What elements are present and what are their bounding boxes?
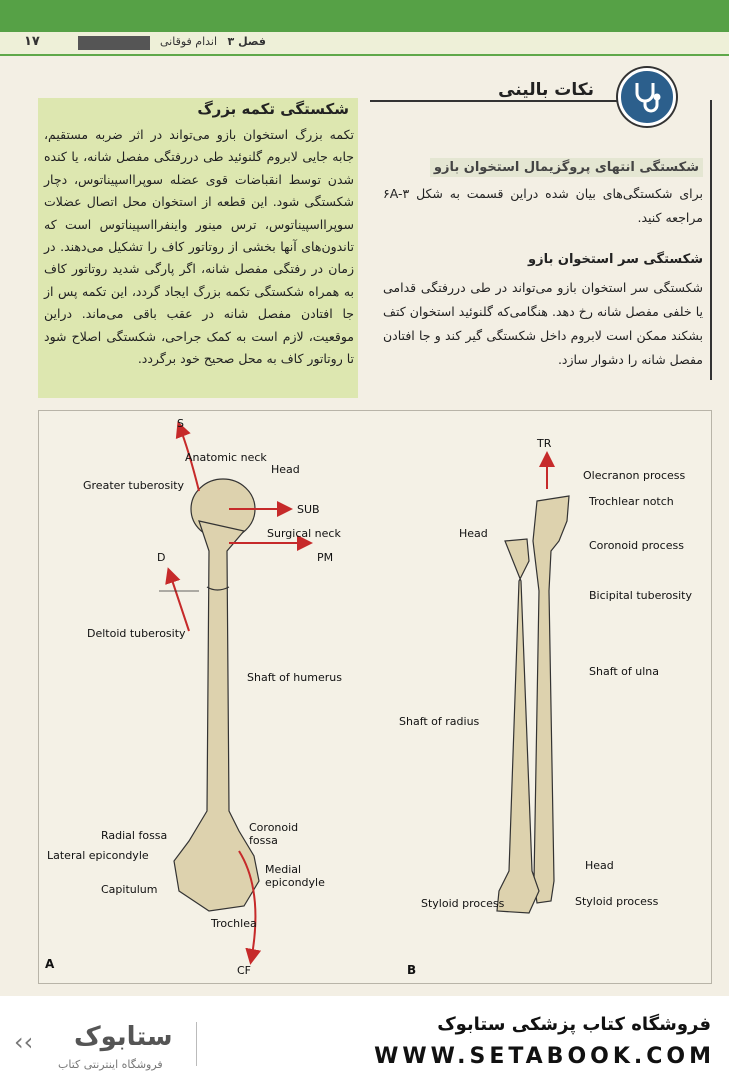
label-greater-tuberosity: Greater tuberosity bbox=[83, 479, 185, 492]
label-styloid-right: Styloid process bbox=[575, 895, 659, 908]
shop-logo-subtitle: فروشگاه اینترنتی کتاب bbox=[58, 1058, 163, 1071]
label-shaft-ulna: Shaft of ulna bbox=[589, 665, 660, 678]
label-head-b: Head bbox=[459, 527, 488, 540]
label-radial-fossa: Radial fossa bbox=[101, 829, 168, 842]
logo-divider bbox=[196, 1022, 197, 1066]
green-box-text: تکمه بزرگ استخوان بازو می‌تواند در اثر ضربه مستقیم، جابه جایی لابروم گلنوئید طی دررفتگی مفصل شانه، یا کنده شدن توسط انقباضات قوی عضله سوپرااسپیناتوس، دچار شکستگی شود. این قطعه از استخوان محل اتصال عضلات سوپرااسپیناتوس، ترس مینور واینفرااسپیناتوس است که تاندون‌های آنها بخشی از روتاتور کاف را تشکیل می‌دهند. در زمان در رفتگی مفصل شانه، اگر پارگی شدید روتاتور کاف به همراه شکستگی تکمه بزرگ ایجاد گردد، این تکمه پس از جا افتادن مفصل شانه در عقب باقی می‌ماند. دراین موقعیت، لازم است به کمک جراحی، شکستگی اصلاح شود تا روتاتور کاف به محل صحیح خود برگردد. bbox=[44, 127, 354, 367]
label-s: S bbox=[177, 417, 184, 430]
chapter-heading bbox=[160, 35, 266, 48]
label-cf: CF bbox=[237, 964, 252, 977]
label-coronoid-fossa: Coronoid fossa bbox=[249, 821, 299, 847]
page-number: ۱۷ bbox=[24, 34, 40, 49]
shop-logo-text: ستابوک bbox=[74, 1022, 173, 1052]
ulna-bone bbox=[533, 496, 569, 903]
label-olecranon: Olecranon process bbox=[583, 469, 686, 482]
arrow-d bbox=[169, 571, 189, 631]
header-thumbnail-image bbox=[78, 36, 150, 50]
label-shaft-radius: Shaft of radius bbox=[399, 715, 480, 728]
label-trochlea: Trochlea bbox=[211, 917, 257, 930]
chevron-left-icon: ‹‹ bbox=[14, 1028, 34, 1056]
label-trochlear-notch: Trochlear notch bbox=[589, 495, 674, 508]
label-tr: TR bbox=[537, 437, 552, 450]
label-lateral-epicondyle: Lateral epicondyle bbox=[47, 849, 149, 862]
chapter-label: فصل ۳ bbox=[227, 35, 266, 48]
label-bicipital-tuberosity: Bicipital tuberosity bbox=[589, 589, 693, 602]
label-capitulum: Capitulum bbox=[101, 883, 158, 896]
label-shaft-humerus: Shaft of humerus bbox=[247, 671, 342, 684]
label-deltoid-tuberosity: Deltoid tuberosity bbox=[87, 627, 186, 640]
label-surgical-neck: Surgical neck bbox=[267, 527, 341, 540]
shop-url-link[interactable]: WWW.SETABOOK.COM bbox=[374, 1044, 715, 1069]
label-anatomic-neck: Anatomic neck bbox=[185, 451, 267, 464]
clinical-box-top-rule bbox=[370, 100, 645, 102]
section1-title: شکستگی انتهای پروگزیمال استخوان بازو bbox=[430, 158, 703, 177]
chapter-title: اندام فوقانی bbox=[160, 35, 218, 48]
section2-text: شکستگی سر استخوان بازو می‌تواند در طی دررفتگی قدامی یا خلفی مفصل شانه رخ دهد. هنگامی‌که گلنوئید استخوان کتف بشکند ممکن است لابروم داخل شکستگی گیر کند و جا افتادن مفصل شانه را دشوار سازد. bbox=[383, 280, 703, 367]
label-head-distal: Head bbox=[585, 859, 614, 872]
section2-title: شکستگی سر استخوان بازو bbox=[528, 252, 703, 267]
label-pm: PM bbox=[317, 551, 334, 564]
label-d: D bbox=[157, 551, 166, 564]
panel-a-label: A bbox=[45, 957, 55, 971]
label-head-a: Head bbox=[271, 463, 300, 476]
section1-text: برای شکستگی‌های بیان شده دراین قسمت به شکل ۶A-۳ مراجعه کنید. bbox=[383, 186, 703, 225]
radius-bone bbox=[497, 539, 539, 913]
panel-b-label: B bbox=[407, 963, 417, 977]
label-sub: SUB bbox=[297, 503, 320, 516]
label-styloid-left: Styloid process bbox=[421, 897, 505, 910]
clinical-box-side-rule bbox=[710, 100, 712, 380]
clinical-notes-title: نکات بالینی bbox=[498, 80, 594, 100]
shop-name: فروشگاه کتاب پزشکی ستابوک bbox=[437, 1014, 711, 1035]
bone-figure bbox=[38, 410, 712, 984]
label-coronoid-process: Coronoid process bbox=[589, 539, 684, 552]
green-box-title: شکستگی تکمه بزرگ bbox=[197, 100, 349, 118]
label-medial-epicondyle: Medial epicondyle bbox=[265, 863, 325, 889]
top-color-bar bbox=[0, 0, 729, 32]
stethoscope-icon bbox=[618, 68, 676, 126]
